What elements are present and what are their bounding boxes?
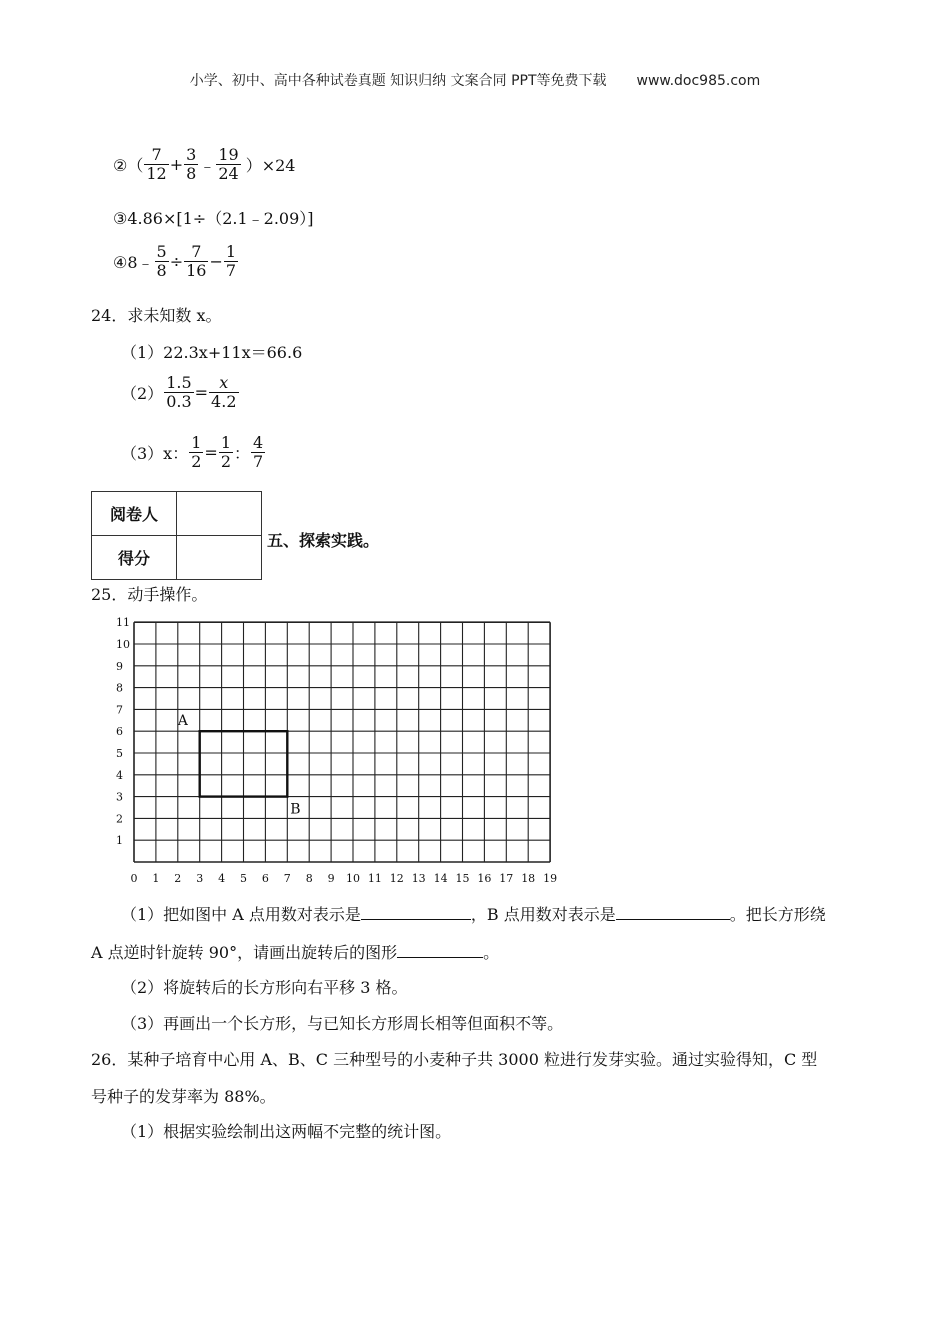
q25-part1-line1 <box>121 902 826 925</box>
denominator: 7 <box>225 260 237 280</box>
y-tick-label: 1 <box>116 834 123 848</box>
grid-svg <box>108 615 568 887</box>
numerator: 19 <box>218 145 239 164</box>
numerator: 3 <box>186 145 197 164</box>
denominator: 8 <box>156 260 167 280</box>
equals-sign: = <box>194 382 209 402</box>
coordinate-grid <box>108 615 568 891</box>
x-tick-label: 15 <box>455 872 470 885</box>
x-tick-label: 3 <box>196 872 204 885</box>
q25-part3: （3）再画出一个长方形，与已知长方形周长相等但面积不等。 <box>121 1014 564 1033</box>
x-tick-label: 12 <box>389 872 404 885</box>
answer-blank-b[interactable] <box>616 919 730 920</box>
y-tick-label: 4 <box>116 768 123 782</box>
fraction <box>155 243 169 279</box>
x-tick-label: 13 <box>411 872 426 885</box>
point-a-label: A <box>177 713 188 730</box>
x-tick-label: 10 <box>346 872 360 885</box>
q26-part1: （1）根据实验绘制出这两幅不完整的统计图。 <box>121 1122 452 1141</box>
q23-item3: ③4.86×[1÷（2.1﹣2.09）] <box>113 209 314 228</box>
fraction <box>144 146 168 182</box>
score-table <box>91 491 262 580</box>
part-label: （2） <box>121 383 164 403</box>
reviewer-label: 阅卷人 <box>92 492 177 536</box>
colon-sign: ： <box>234 443 251 463</box>
denominator: 16 <box>186 260 207 280</box>
page-header <box>0 70 950 90</box>
q24-part1: （1）22.3x+11x＝66.6 <box>121 343 303 362</box>
x-tick-label: 6 <box>261 872 269 885</box>
denominator: 7 <box>253 451 264 471</box>
y-tick-label: 6 <box>116 725 123 739</box>
q25-p1-text-c: 。把长方形绕 <box>729 905 826 924</box>
x-tick-label: 1 <box>152 872 160 885</box>
q25-p1-text-a: （1）把如图中 A 点用数对表示是 <box>121 905 361 924</box>
numerator: x <box>209 374 238 393</box>
q23-item4-marker: ④8﹣ <box>113 252 154 272</box>
minus-sign: ﹣ <box>199 155 216 175</box>
divide-sign: ÷ <box>169 251 184 271</box>
fraction <box>189 434 203 470</box>
reviewer-cell[interactable] <box>177 492 262 536</box>
x-tick-label: 18 <box>521 872 536 885</box>
score-cell[interactable] <box>177 536 262 580</box>
denominator: 8 <box>186 163 197 183</box>
denominator: 4.2 <box>211 391 237 411</box>
q24-title: 24．求未知数 x。 <box>91 306 222 325</box>
q23-item2 <box>113 146 295 182</box>
y-tick-label: 8 <box>116 681 123 695</box>
minus-sign: − <box>209 251 223 271</box>
part-label: （3）x： <box>121 443 189 463</box>
x-tick-label: 16 <box>477 872 492 885</box>
q24-part3 <box>121 434 266 470</box>
header-text: 小学、初中、高中各种试卷真题 知识归纳 文案合同 PPT等免费下载 <box>189 73 607 89</box>
numerator: 1 <box>220 433 231 452</box>
q23-item2-marker: ②（ <box>113 155 144 175</box>
answer-blank-a[interactable] <box>361 919 471 920</box>
y-tick-label: 2 <box>116 812 123 826</box>
q26-line1: 26．某种子培育中心用 A、B、C 三种型号的小麦种子共 3000 粒进行发芽实验。通过实验得知，C 型 <box>91 1050 818 1069</box>
q25-p1-text-d: A 点逆时针旋转 90°，请画出旋转后的图形 <box>91 943 398 962</box>
x-tick-label: 11 <box>367 872 382 885</box>
plus-sign: + <box>169 154 184 174</box>
header-url: www.doc985.com <box>636 73 761 89</box>
y-tick-label: 11 <box>116 616 130 630</box>
x-tick-label: 17 <box>499 872 514 885</box>
numerator: 1 <box>191 433 202 452</box>
x-tick-label: 19 <box>543 872 558 885</box>
fraction <box>164 374 193 410</box>
expression-tail: ）×24 <box>245 155 296 175</box>
section5-title: 五、探索实践。 <box>267 531 380 550</box>
fraction <box>184 243 208 279</box>
denominator: 2 <box>220 451 231 471</box>
q23-item4 <box>113 243 239 279</box>
denominator: 24 <box>218 163 239 183</box>
numerator: 7 <box>184 243 208 262</box>
x-tick-label: 2 <box>174 872 182 885</box>
equals-sign: = <box>204 442 218 462</box>
numerator: 5 <box>156 242 167 261</box>
numerator: 7 <box>144 146 168 165</box>
point-b-label: B <box>290 801 301 818</box>
q24-part2 <box>121 374 240 410</box>
q25-part2: （2）将旋转后的长方形向右平移 3 格。 <box>121 978 408 997</box>
x-tick-label: 14 <box>433 872 448 885</box>
y-tick-label: 10 <box>116 638 130 651</box>
x-tick-label: 5 <box>240 872 247 885</box>
denominator: 0.3 <box>166 391 192 411</box>
fraction <box>251 434 265 470</box>
q25-p1-text-b: ，B 点用数对表示是 <box>470 905 616 924</box>
denominator: 12 <box>146 163 167 183</box>
y-tick-label: 7 <box>116 703 123 717</box>
q25-p1-text-e: 。 <box>483 943 500 962</box>
x-tick-label: 8 <box>305 872 313 885</box>
fraction <box>224 243 238 279</box>
fraction <box>209 374 238 410</box>
x-tick-label: 9 <box>327 872 335 885</box>
fraction <box>219 434 233 470</box>
y-tick-label: 9 <box>116 659 123 673</box>
answer-blank-c[interactable] <box>397 957 483 958</box>
score-label: 得分 <box>92 536 177 580</box>
fraction <box>216 146 240 182</box>
x-tick-label: 0 <box>130 872 138 885</box>
x-tick-label: 7 <box>283 872 291 885</box>
x-tick-label: 4 <box>218 872 226 885</box>
numerator: 1.5 <box>166 373 192 392</box>
numerator: 4 <box>253 433 264 452</box>
y-tick-label: 5 <box>116 747 123 760</box>
q25-part1-line2 <box>91 940 499 963</box>
numerator: 1 <box>225 242 237 261</box>
y-tick-label: 3 <box>116 790 123 804</box>
q26-line2: 号种子的发芽率为 88%。 <box>91 1087 276 1106</box>
q25-title: 25．动手操作。 <box>91 585 208 604</box>
fraction <box>184 146 198 182</box>
denominator: 2 <box>191 451 202 471</box>
